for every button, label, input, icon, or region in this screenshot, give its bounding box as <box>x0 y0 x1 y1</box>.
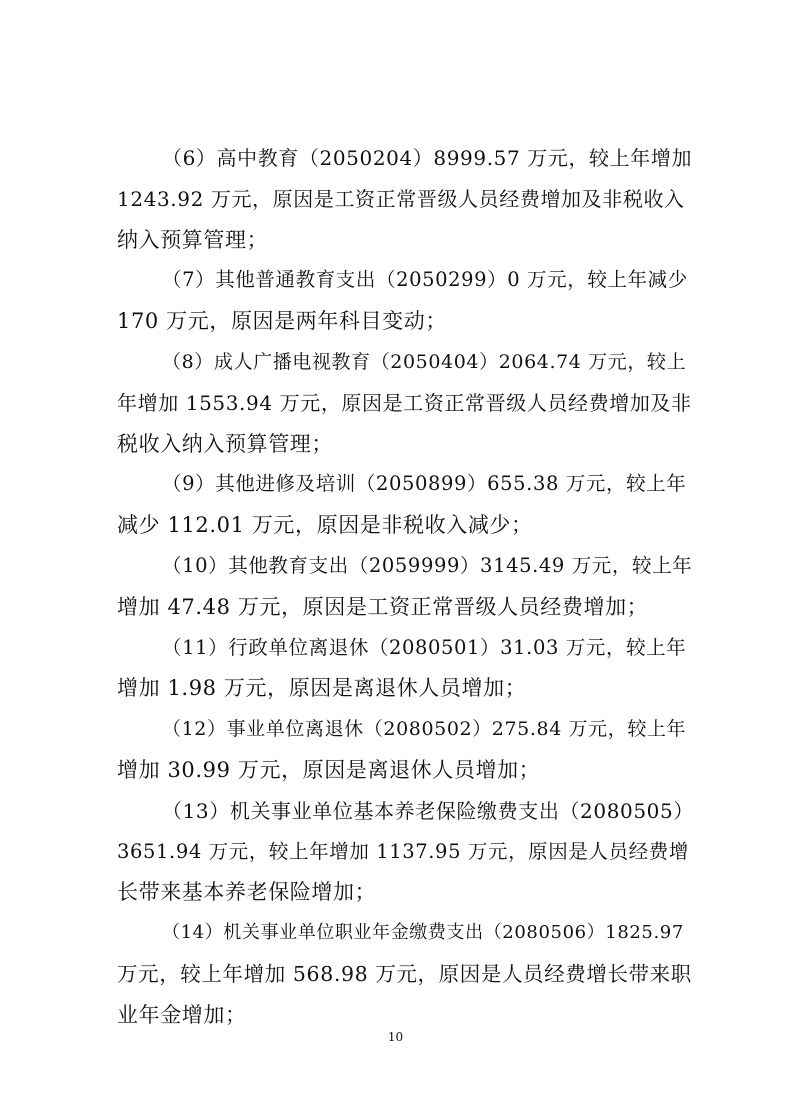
paragraph-14-line-1: （14）机关事业单位职业年金缴费支出（2080506）1825.97 <box>162 922 684 944</box>
paragraph-6-line-1: （6）高中教育（2050204）8999.57 万元，较上年增加 <box>162 146 693 170</box>
paragraph-10-line-1: （10）其他教育支出（2059999）3145.49 万元，较上年 <box>162 553 693 577</box>
paragraph-14-line-3: 业年金增加； <box>117 1002 247 1027</box>
paragraph-13-line-2: 3651.94 万元，较上年增加 1137.95 万元，原因是人员经费增 <box>117 839 689 863</box>
paragraph-6-line-3: 纳入预算管理； <box>117 227 269 252</box>
paragraph-12-line-2: 增加 30.99 万元，原因是离退休人员增加； <box>117 757 541 782</box>
paragraph-8-line-3: 税收入纳入预算管理； <box>117 431 333 456</box>
body-text <box>117 138 697 1036</box>
paragraph-9-line-1: （9）其他进修及培训（2050899）655.38 万元，较上年 <box>162 472 687 496</box>
page-number: 10 <box>387 1030 404 1044</box>
paragraph-10-line-2: 增加 47.48 万元，原因是工资正常晋级人员经费增加； <box>117 594 649 619</box>
paragraph-11-line-1: （11）行政单位离退休（2080501）31.03 万元，较上年 <box>162 635 687 659</box>
paragraph-9-line-2: 减少 112.01 万元，原因是非税收入减少； <box>117 513 533 538</box>
paragraph-8-line-2: 年增加 1553.94 万元，原因是工资正常晋级人员经费增加及非 <box>117 390 692 415</box>
paragraph-13-line-1: （13）机关事业单位基本养老保险缴费支出（2080505） <box>162 798 694 823</box>
paragraph-8-line-1: （8）成人广播电视教育（2050404）2064.74 万元，较上 <box>162 350 687 373</box>
paragraph-14-line-2: 万元，较上年增加 568.98 万元，原因是人员经费增长带来职 <box>117 961 692 986</box>
paragraph-12-line-1: （12）事业单位离退休（2080502）275.84 万元，较上年 <box>162 718 687 741</box>
paragraph-6-line-2: 1243.92 万元，原因是工资正常晋级人员经费增加及非税收入 <box>117 186 685 211</box>
paragraph-7-line-2: 170 万元，原因是两年科目变动； <box>117 309 447 334</box>
paragraph-13-line-3: 长带来基本养老保险增加； <box>117 880 377 905</box>
paragraph-7-line-1: （7）其他普通教育支出（2050299）0 万元，较上年减少 <box>162 268 688 292</box>
paragraph-11-line-2: 增加 1.98 万元，原因是离退休人员增加； <box>117 676 527 701</box>
